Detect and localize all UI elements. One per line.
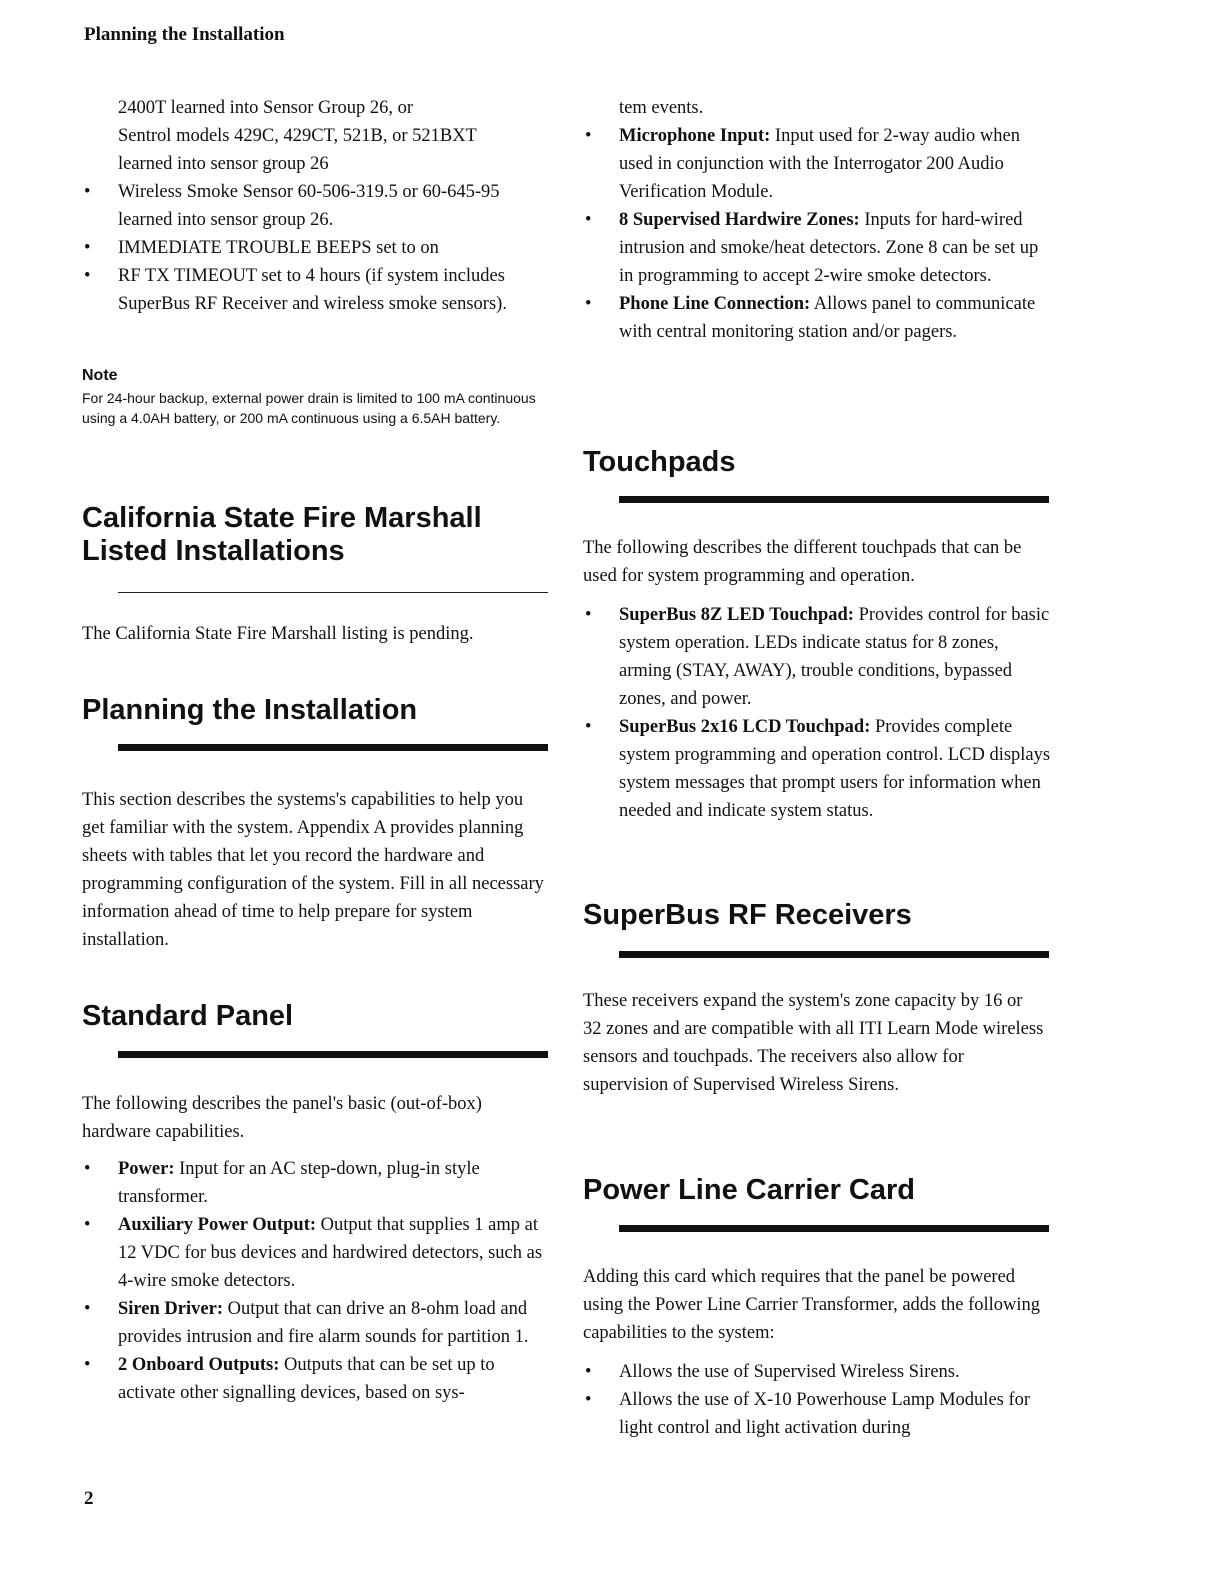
touchpads-list xyxy=(583,601,1053,825)
continued-line: 2400T learned into Sensor Group 26, or xyxy=(118,98,414,118)
section-body: Adding this card which requires that the panel be powered using the Power Line Carrier Transformer, adds the following capabilities to the system: xyxy=(583,1267,1041,1343)
page-number: 2 xyxy=(84,1488,94,1509)
hardware-capabilities-list xyxy=(82,1155,552,1407)
list-item: • Wireless Smoke Sensor 60-506-319.5 or 60-645-95 learned into sensor group 26. xyxy=(82,178,552,234)
continued-line: learned into sensor group 26 xyxy=(118,154,329,174)
section-body: The following describes the different touchpads that can be used for system programming and operation. xyxy=(583,538,1022,586)
list-item: • Auxiliary Power Output: Output that supplies 1 amp at 12 VDC for bus devices and hardwired detectors, such as 4-wire smoke detectors. xyxy=(82,1211,552,1295)
list-item: • Microphone Input: Input used for 2-way audio when used in conjunction with the Interrogator 200 Audio Verification Module. xyxy=(583,122,1053,206)
list-item: • RF TX TIMEOUT set to 4 hours (if system includes SuperBus RF Receiver and wireless smoke sensors). xyxy=(82,262,552,318)
section-body: The California State Fire Marshall listing is pending. xyxy=(82,624,474,644)
bullet-icon: • xyxy=(84,266,91,286)
bullet-icon: • xyxy=(585,1362,592,1382)
list-item: • SuperBus 2x16 LCD Touchpad: Provides complete system programming and operation control. LCD displays system messages that prompt users for information when needed and indicate system status. xyxy=(583,713,1053,825)
section-rule xyxy=(619,496,1049,503)
section-rule xyxy=(118,592,548,593)
section-heading-touchpads: Touchpads xyxy=(583,446,736,478)
note-text: For 24-hour backup, external power drain is limited to 100 mA continuous using a 4.0AH battery, or 200 mA continuous using a 6.5AH battery. xyxy=(82,390,536,426)
bullet-icon: • xyxy=(84,1355,91,1375)
list-item: • 8 Supervised Hardwire Zones: Inputs for hard-wired intrusion and smoke/heat detectors. Zone 8 can be set up in programming to accept 2-wire smoke detectors. xyxy=(583,206,1053,290)
list-item: • 2 Onboard Outputs: Outputs that can be set up to activate other signalling devices, based on sys- xyxy=(82,1351,552,1407)
section-heading-csfm: California State Fire Marshall Listed Installations xyxy=(82,502,482,567)
bullet-icon: • xyxy=(84,1215,91,1235)
list-item: • IMMEDIATE TROUBLE BEEPS set to on xyxy=(82,234,552,262)
section-heading-power-line-carrier: Power Line Carrier Card xyxy=(583,1174,915,1206)
section-heading-rf-receivers: SuperBus RF Receivers xyxy=(583,899,912,931)
running-header: Planning the Installation xyxy=(84,24,285,45)
section-heading-planning: Planning the Installation xyxy=(82,694,418,726)
bullet-icon: • xyxy=(84,1299,91,1319)
list-item: • Phone Line Connection: Allows panel to communicate with central monitoring station and/or pagers. xyxy=(583,290,1053,346)
section-rule xyxy=(118,1051,548,1058)
power-line-capabilities-list xyxy=(583,1358,1053,1442)
list-item: • Siren Driver: Output that can drive an 8-ohm load and provides intrusion and fire alarm sounds for partition 1. xyxy=(82,1295,552,1351)
bullet-icon: • xyxy=(84,182,91,202)
bullet-icon: • xyxy=(84,1159,91,1179)
section-body: The following describes the panel's basic (out-of-box) hardware capabilities. xyxy=(82,1094,482,1142)
bullet-icon: • xyxy=(84,238,91,258)
configuration-list xyxy=(82,178,552,318)
section-rule xyxy=(619,951,1049,958)
section-rule xyxy=(619,1225,1049,1232)
bullet-icon: • xyxy=(585,294,592,314)
list-item: • Allows the use of X-10 Powerhouse Lamp Modules for light control and light activation during xyxy=(583,1386,1053,1442)
bullet-icon: • xyxy=(585,210,592,230)
list-item: • Power: Input for an AC step-down, plug-in style transformer. xyxy=(82,1155,552,1211)
bullet-icon: • xyxy=(585,605,592,625)
continued-text: tem events. xyxy=(619,98,704,118)
note-title: Note xyxy=(82,367,118,384)
list-item: • Allows the use of Supervised Wireless Sirens. xyxy=(583,1358,1053,1386)
bullet-icon: • xyxy=(585,126,592,146)
bullet-icon: • xyxy=(585,717,592,737)
continued-list-item xyxy=(82,94,554,178)
section-body: These receivers expand the system's zone capacity by 16 or 32 zones and are compatible with all ITI Learn Mode wireless sensors and touchpads. The receivers also allow for supervision of Supervised Wireless Sirens. xyxy=(583,991,1044,1095)
section-body: This section describes the systems's capabilities to help you get familiar with the system. Appendix A provides planning sheets with tables that let you record the hardware and programming configuration of the system. Fill in all necessary information ahead of time to help prepare for system installation. xyxy=(82,790,544,950)
section-heading-standard-panel: Standard Panel xyxy=(82,1000,294,1032)
hardware-capabilities-list-cont xyxy=(583,122,1053,346)
continued-line: Sentrol models 429C, 429CT, 521B, or 521BXT xyxy=(118,126,477,146)
list-item: • SuperBus 8Z LED Touchpad: Provides control for basic system operation. LEDs indicate status for 8 zones, arming (STAY, AWAY), trouble conditions, bypassed zones, and power. xyxy=(583,601,1053,713)
section-rule xyxy=(118,744,548,751)
bullet-icon: • xyxy=(585,1390,592,1410)
